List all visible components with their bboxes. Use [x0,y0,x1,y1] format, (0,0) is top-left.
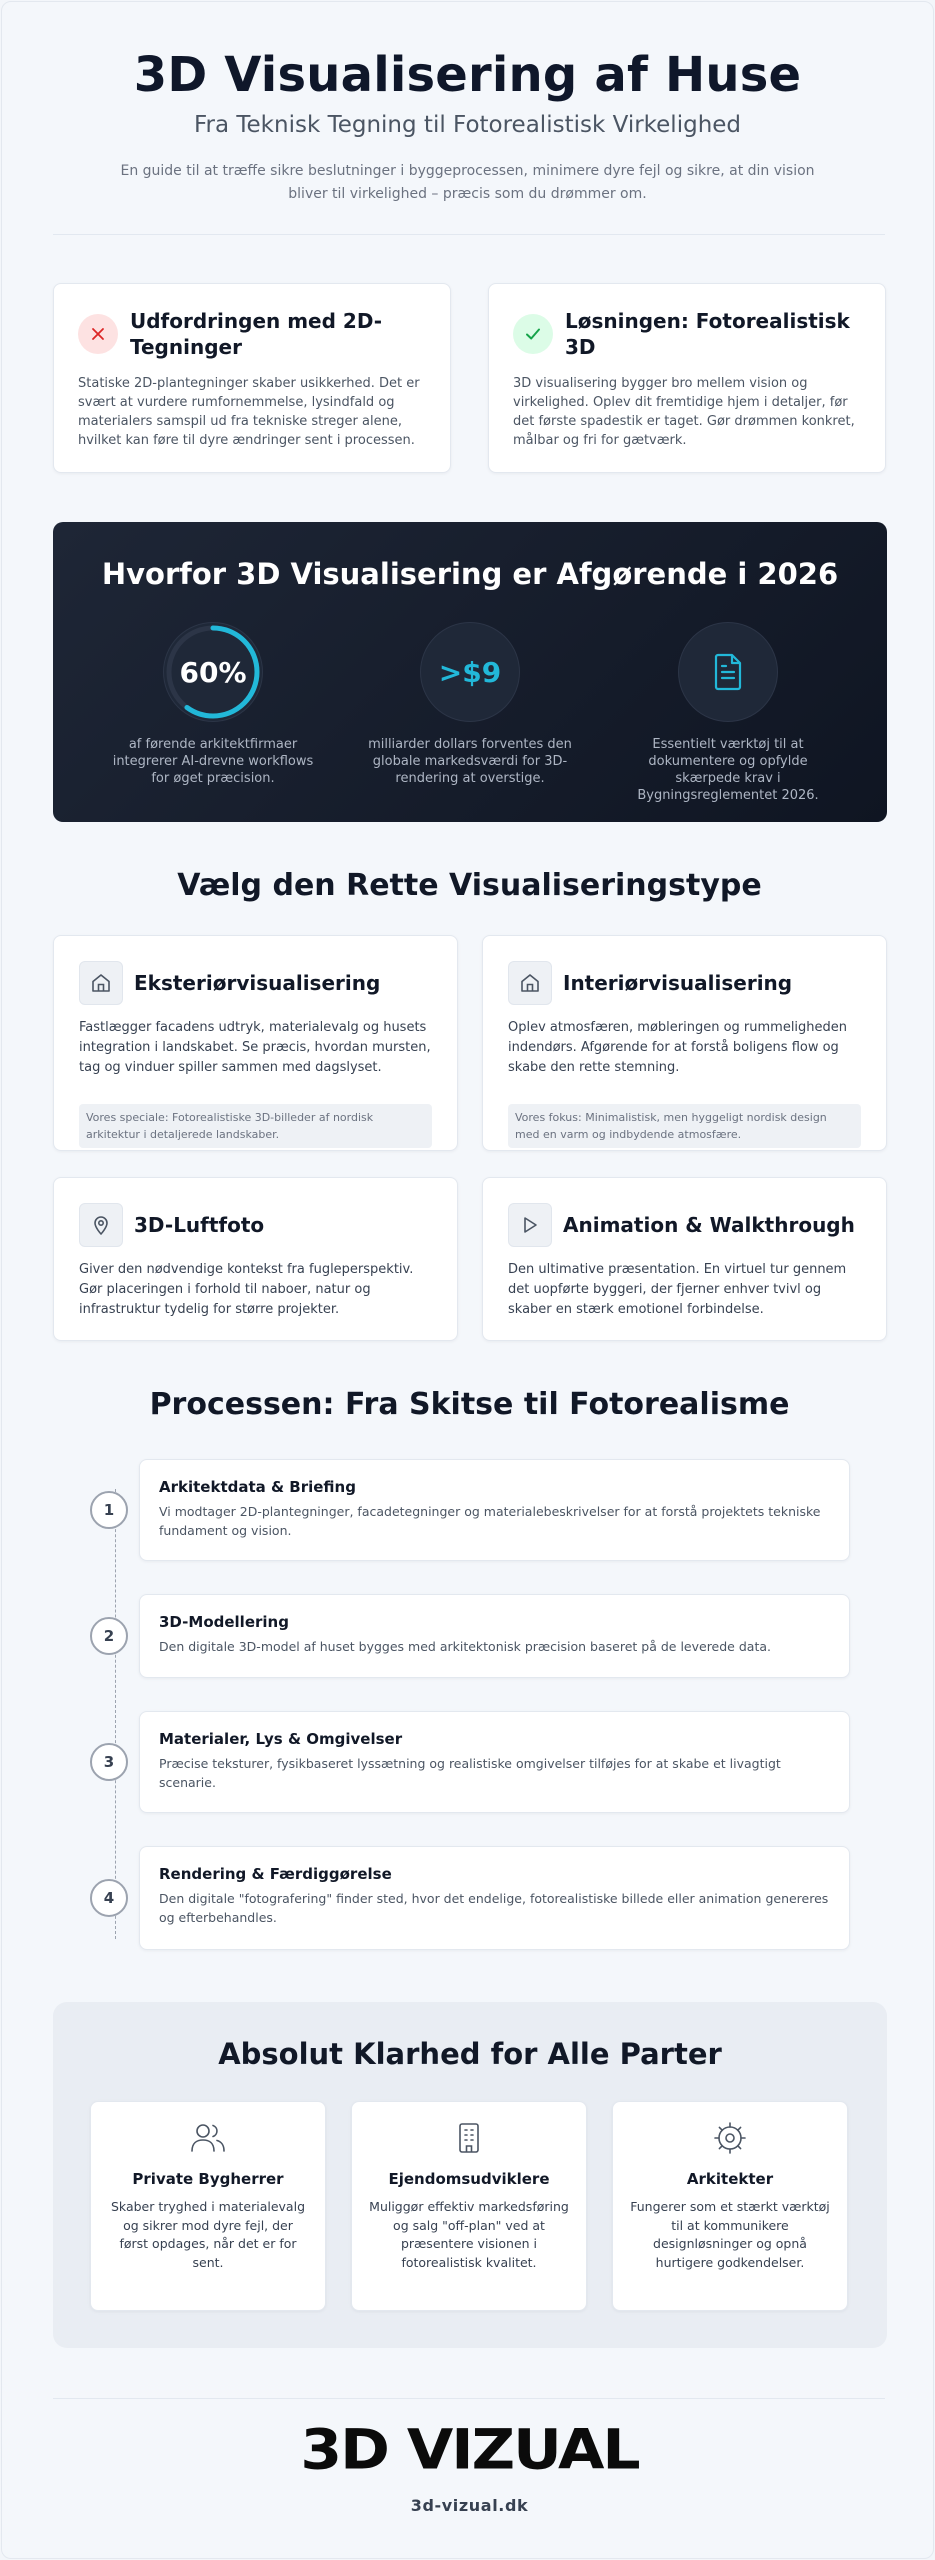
type-text: Oplev atmosfæren, møbleringen og rummeligheden indendørs. Afgørende for at forstå boligens flow og skabe den rette stemning. [508,1020,848,1075]
check-icon [513,314,553,354]
stat-regulation [598,622,858,804]
step-title: Arkitektdata & Briefing [159,1478,356,1496]
progress-ring [163,622,263,722]
problem-text: Statiske 2D-plantegninger skaber usikkerhed. Det er svært at vurdere rumfornemmelse, lysindfald og materialers samspil ud fra tekniske streger alene, hvilket kan føre til dyre ændringer sent i processen. [78,376,420,448]
website-link[interactable]: 3d-vizual.dk [410,2496,529,2515]
step-text: Præcise teksturer, fysikbaseret lyssætning og realistiske omgivelser tilføjes for at skabe et livagtigt scenarie. [159,1756,781,1790]
audience-card-developers [351,2101,587,2311]
stat-text: af førende arkitektfirmaer integrerer AI-drevne workflows for øget præcision. [112,737,314,786]
audience-title: Ejendomsudviklere [388,2170,550,2188]
brand-logo: 3D VIZUAL [300,2417,639,2483]
page-title: 3D Visualisering af Huse [133,47,802,103]
divider [53,2398,885,2399]
house-icon [79,961,123,1005]
step-title: 3D-Modellering [159,1613,289,1631]
type-card-exterior [53,935,458,1151]
step-number: 3 [90,1743,128,1781]
audience-text: Muliggør effektiv markedsføring og salg "off-plan" ved at præsentere visionen i fotorealistisk kvalitet. [369,2199,569,2270]
stat-text: Essentielt værktøj til at dokumentere og opfylde skærpede krav i Bygningsreglementet 2026. [637,737,819,803]
type-note: Vores fokus: Minimalistisk, men hyggeligt nordisk design med en varm og indbydende atmosfære. [508,1104,861,1148]
stat-value: 60% [179,655,247,689]
process-step [139,1846,850,1950]
type-title: Interiørvisualisering [563,971,793,995]
x-icon [78,314,118,354]
divider [53,234,885,235]
step-text: Den digitale 3D-model af huset bygges med arkitektonisk præcision baseret på de leverede data. [159,1639,771,1654]
document-icon [710,652,746,692]
process-step [139,1711,850,1813]
map-pin-icon [79,1203,123,1247]
step-title: Rendering & Færdiggørelse [159,1865,392,1883]
clarity-title: Absolut Klarhed for Alle Parter [218,2037,722,2071]
page [1,1,934,2559]
step-text: Den digitale "fotografering" finder sted, hvor det endelige, fotorealistiske billede eller animation genereres og efterbehandles. [159,1891,829,1925]
type-text: Den ultimative præsentation. En virtuel tur gennem det uopførte byggeri, der fjerner enhver tvivl og skaber en stærk emotionel forbindelse. [508,1262,847,1317]
type-title: Eksteriørvisualisering [134,971,381,995]
problem-card [53,283,451,473]
stat-market-value [340,622,600,787]
solution-text: 3D visualisering bygger bro mellem vision og virkelighed. Oplev dit fremtidige hjem i detaljer, før det første spadestik er taget. Gør drømmen konkret, målbar og fri for gætværk. [513,376,855,448]
step-number: 4 [90,1879,128,1917]
type-title: 3D-Luftfoto [134,1213,265,1237]
types-title: Vælg den Rette Visualiseringstype [177,868,762,903]
intro-text: En guide til at træffe sikre beslutninger i byggeprocessen, minimere dyre fejl og sikre, at din vision bliver til virkelighed – præcis som du drømmer om. [120,163,815,202]
type-text: Giver den nødvendige kontekst fra fugleperspektiv. Gør placeringen i forhold til naboer, natur og infrastruktur tydelig for større projekter. [79,1262,414,1317]
footer [2,2417,935,2515]
house-icon [508,961,552,1005]
play-icon [508,1203,552,1247]
type-card-animation [482,1177,887,1341]
type-card-aerial [53,1177,458,1341]
step-text: Vi modtager 2D-plantegninger, facadetegninger og materialebeskrivelser for at forstå projektets tekniske fundament og vision. [159,1504,821,1538]
page-subtitle: Fra Teknisk Tegning til Fotorealistisk Virkelighed [193,112,742,138]
page-header [2,2,933,206]
audience-text: Fungerer som et stærkt værktøj til at kommunikere designløsninger og opnå hurtigere godkendelser. [630,2199,830,2270]
settings-icon [629,2118,831,2158]
step-title: Materialer, Lys & Omgivelser [159,1730,403,1748]
type-text: Fastlægger facadens udtryk, materialevalg og husets integration i landskabet. Se præcis, hvordan mursten, tag og vinduer spiller sammen med dagslyset. [79,1020,431,1075]
process-step [139,1459,850,1561]
users-icon [107,2118,309,2158]
step-number: 1 [90,1491,128,1529]
process-timeline [115,1489,116,1939]
type-note: Vores speciale: Fotorealistiske 3D-billeder af nordisk arkitektur i detaljerede landskaber. [79,1104,432,1148]
process-step [139,1594,850,1678]
audience-card-architects [612,2101,848,2311]
solution-title: Løsningen: Fotorealistisk 3D [565,309,850,359]
stat-percentage [83,622,343,787]
stat-value: >$9 [438,655,502,689]
stat-text: milliarder dollars forventes den globale markedsværdi for 3D-rendering at overstige. [368,737,572,786]
problem-title: Udfordringen med 2D-Tegninger [130,309,383,359]
stats-title: Hvorfor 3D Visualisering er Afgørende i 2026 [101,557,839,591]
solution-card [488,283,886,473]
building-icon [368,2118,570,2158]
type-card-interior [482,935,887,1151]
step-number: 2 [90,1617,128,1655]
type-title: Animation & Walkthrough [563,1213,855,1237]
audience-text: Skaber tryghed i materialevalg og sikrer mod dyre fejl, der først opdages, når det er for sent. [110,2199,306,2270]
audience-title: Arkitekter [686,2170,774,2188]
audience-title: Private Bygherrer [132,2170,284,2188]
audience-card-private [90,2101,326,2311]
stats-panel [53,522,887,822]
process-title: Processen: Fra Skitse til Fotorealisme [149,1387,790,1422]
